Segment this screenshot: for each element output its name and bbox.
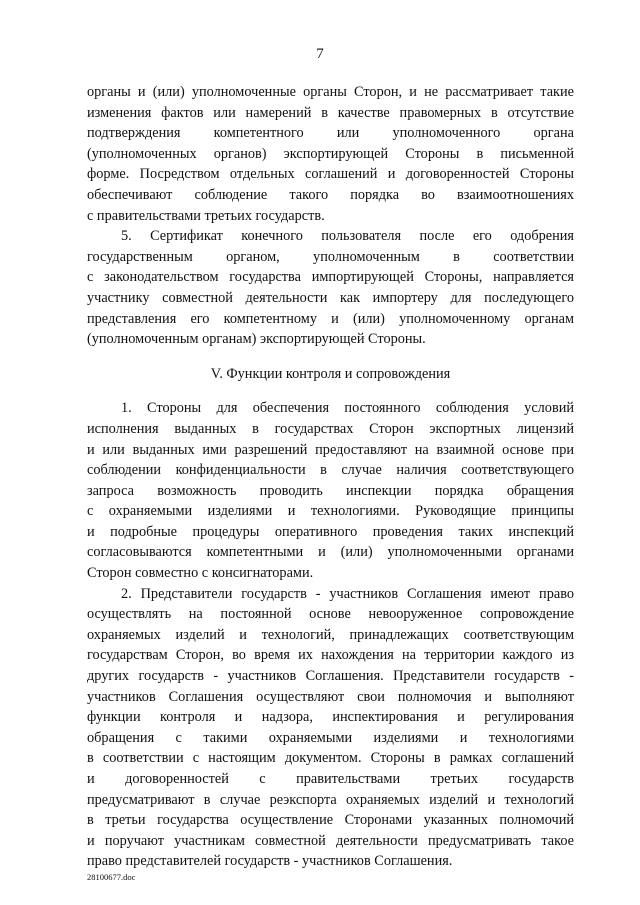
text-line: представления его компетентному и (или) уполномоченному органам bbox=[87, 310, 574, 327]
text-line: (уполномоченных органов) экспортирующей Стороны в письменной bbox=[87, 145, 574, 162]
text-line: и договоренностей с правительствами третьих государств bbox=[87, 771, 574, 787]
text-line: государствам Сторон, во время их нахождения на территории каждого из bbox=[87, 647, 574, 664]
text-line: Сторон совместно с консигнаторами. bbox=[87, 565, 314, 582]
paragraph-top-1 bbox=[87, 82, 574, 226]
text-line: и подробные процедуры оперативного проведения таких инспекций bbox=[87, 523, 574, 540]
text-line: охраняемых изделий и технологий, принадлежащих соответствующим bbox=[87, 626, 574, 643]
text-line: органы и (или) уполномоченные органы Сторон, и не рассматривает такие bbox=[87, 84, 574, 100]
text-line: согласовываются компетентными и (или) уполномоченными органами bbox=[87, 544, 574, 561]
text-line: в соответствии с настоящим документом. Стороны в рамках соглашений bbox=[87, 750, 574, 767]
text-line: в третьи государства осуществление Сторонами указанных полномочий bbox=[87, 812, 574, 829]
text-line: соблюдении конфиденциальности в случае наличия соответствующего bbox=[87, 462, 574, 479]
text-line: участников Соглашения осуществляют свои полномочия и выполняют bbox=[87, 688, 574, 705]
text-line: участнику совместной деятельности как импортеру для последующего bbox=[87, 289, 574, 306]
text-line: с охраняемыми изделиями и технологиями. Руководящие принципы bbox=[87, 503, 574, 520]
text-line: и или выданных ими разрешений предоставляют на взаимной основе при bbox=[87, 441, 574, 458]
text-line: с правительствами третьих государств. bbox=[87, 207, 325, 224]
text-line: изменения фактов или намерений в качестве правомерных в отсутствие bbox=[87, 104, 574, 121]
text-line: осуществлять на постоянной основе невооруженное сопровождение bbox=[87, 606, 574, 623]
text-line: предусматривают в случае реэкспорта охраняемых изделий и технологий bbox=[87, 791, 574, 808]
paragraph-top-2 bbox=[87, 226, 574, 350]
text-line: право представителей государств - участников Соглашения. bbox=[87, 853, 453, 870]
paragraph-bottom-2 bbox=[87, 584, 574, 872]
text-line: 1. Стороны для обеспечения постоянного соблюдения условий bbox=[121, 400, 574, 417]
text-line: подтверждения компетентного или уполномоченного органа bbox=[87, 125, 574, 142]
page-number: 7 bbox=[316, 46, 324, 62]
text-line: и поручают участникам совместной деятельности предусматривать такое bbox=[87, 832, 574, 849]
text-line: запроса возможность проводить инспекции порядка обращения bbox=[87, 482, 574, 499]
text-line: других государств - участников Соглашения. Представители государств - bbox=[87, 668, 574, 685]
paragraph-bottom-1 bbox=[87, 398, 574, 583]
text-line: исполнения выданных в государствах Сторон экспортных лицензий bbox=[87, 420, 574, 437]
text-line: форме. Посредством отдельных соглашений и договоренностей Стороны bbox=[87, 166, 574, 183]
text-line: функции контроля и надзора, инспектирования и регулирования bbox=[87, 709, 574, 726]
text-line: (уполномоченным органам) экспортирующей Стороны. bbox=[87, 331, 426, 348]
footer-filename: 28100677.doc bbox=[87, 872, 136, 882]
text-line: 2. Представители государств - участников Соглашения имеют право bbox=[121, 585, 574, 602]
text-line: обеспечивают соблюдение такого порядка во взаимоотношениях bbox=[87, 186, 574, 203]
text-line: с законодательством государства импортирующей Стороны, направляется bbox=[87, 269, 574, 286]
document-body bbox=[87, 82, 574, 872]
text-line: обращения с такими охраняемыми изделиями и технологиями bbox=[87, 729, 574, 746]
text-line: 5. Сертификат конечного пользователя после его одобрения bbox=[121, 228, 574, 245]
text-line: государственным органом, уполномоченным в соответствии bbox=[87, 248, 574, 265]
section-heading: V. Функции контроля и сопровождения bbox=[210, 365, 451, 382]
